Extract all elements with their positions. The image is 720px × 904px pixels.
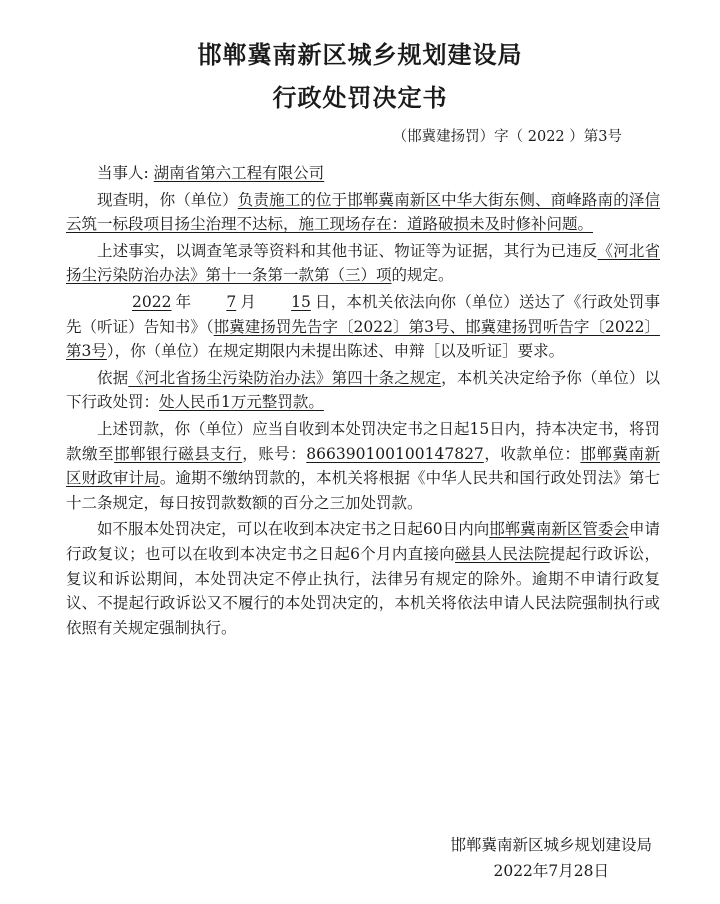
notice-year-unit: 年	[175, 292, 192, 311]
evidence-paragraph	[66, 239, 660, 288]
notice-day-unit: 日	[314, 292, 331, 311]
party-paragraph	[66, 161, 660, 186]
payment-paragraph	[66, 417, 660, 515]
signature-org: 邯郸冀南新区城乡规划建设局	[450, 836, 652, 854]
notice-month: 7	[226, 292, 237, 311]
notice-day: 15	[291, 292, 311, 311]
payment-text-1: 上述罚款，你（单位）应当自收到本处罚决定书之日起15日内，持本决定书，将罚款缴至	[66, 419, 660, 463]
decision-prefix: 依据	[97, 368, 129, 387]
decision-paragraph	[66, 366, 660, 415]
appeal-text-2: 申请行政复议；也可以在收到本决定书之日起6个月内直接向	[66, 520, 660, 563]
evidence-suffix: 的规定。	[391, 266, 454, 285]
appeal-paragraph	[66, 517, 660, 640]
appeal-text-1: 如不服本处罚决定，可以在收到本决定书之日起60日内向	[97, 520, 490, 539]
document-title-type: 行政处罚决定书	[272, 84, 448, 112]
payment-text-2: ，账号：	[242, 444, 307, 463]
appeal-committee: 邯郸冀南新区管委会	[489, 520, 629, 539]
notice-paragraph	[66, 290, 660, 364]
finding-paragraph	[66, 188, 660, 237]
decision-penalty: 处人民币1万元整罚款。	[159, 393, 324, 412]
payment-text-3: ，收款单位：	[483, 444, 581, 463]
notice-month-unit: 月	[240, 292, 257, 311]
finding-detail: 负责施工的位于邯郸冀南新区中华大街东侧、商峰路南的泽信云筑一标段项目扬尘治理不达标，施工现场存在：道路破损未及时修补问题。	[66, 190, 660, 234]
notice-year: 2022	[132, 292, 172, 311]
decision-middle: ，本机关决定给予你（单位）以下行政处罚：	[66, 368, 660, 412]
payment-bank: 邯郸银行磁县支行	[114, 444, 243, 463]
payment-text-4: 。逾期不缴纳罚款的，本机关将根据《中华人民共和国行政处罚法》第七十二条规定，每日按罚款数额的百分之三加处罚款。	[66, 469, 660, 512]
signature-block	[450, 832, 652, 884]
appeal-court: 磁县人民法院	[455, 544, 550, 563]
payment-account: 866390100100147827	[306, 444, 484, 463]
party-name: 湖南省第六工程有限公司	[153, 164, 325, 182]
evidence-law: 《河北省扬尘污染防治办法》第十一条第一款第（三）项	[66, 241, 660, 285]
payment-payee: 邯郸冀南新区财政审计局	[66, 444, 660, 488]
signature-date: 2022年7月28日	[493, 862, 609, 880]
appeal-text-3: 提起行政诉讼，复议和诉讼期间，本处罚决定不停止执行，法律另有规定的除外。逾期不申请行政复议、不提起行政诉讼又不履行的本处罚决定的，本机关将依法申请人民法院强制执行或依照有关规定强制执行。	[66, 544, 660, 637]
notice-reference: 邯冀建扬罚先告字〔2022〕第3号、邯冀建扬罚听告字〔2022〕第3号	[66, 317, 660, 361]
document-number: （邯冀建扬罚）字（ 2022 ）第3号	[392, 129, 622, 145]
finding-prefix: 现查明，你（单位）	[97, 190, 238, 209]
document-title-agency: 邯郸冀南新区城乡规划建设局	[197, 41, 523, 69]
document-body	[66, 161, 660, 640]
decision-law: 《河北省扬尘污染防治办法》第四十条之规定	[128, 368, 442, 387]
notice-text-1: ，本机关依法向你（单位）送达了《行政处罚事先（听证）告知书》（	[66, 292, 660, 336]
notice-text-2: ），你（单位）在规定期限内未提出陈述、申辩［以及听证］要求。	[106, 342, 565, 361]
evidence-prefix: 上述事实，以调查笔录等资料和其他书证、物证等为证据，其行为已违反	[97, 241, 598, 260]
party-label: 当事人:	[97, 164, 149, 182]
